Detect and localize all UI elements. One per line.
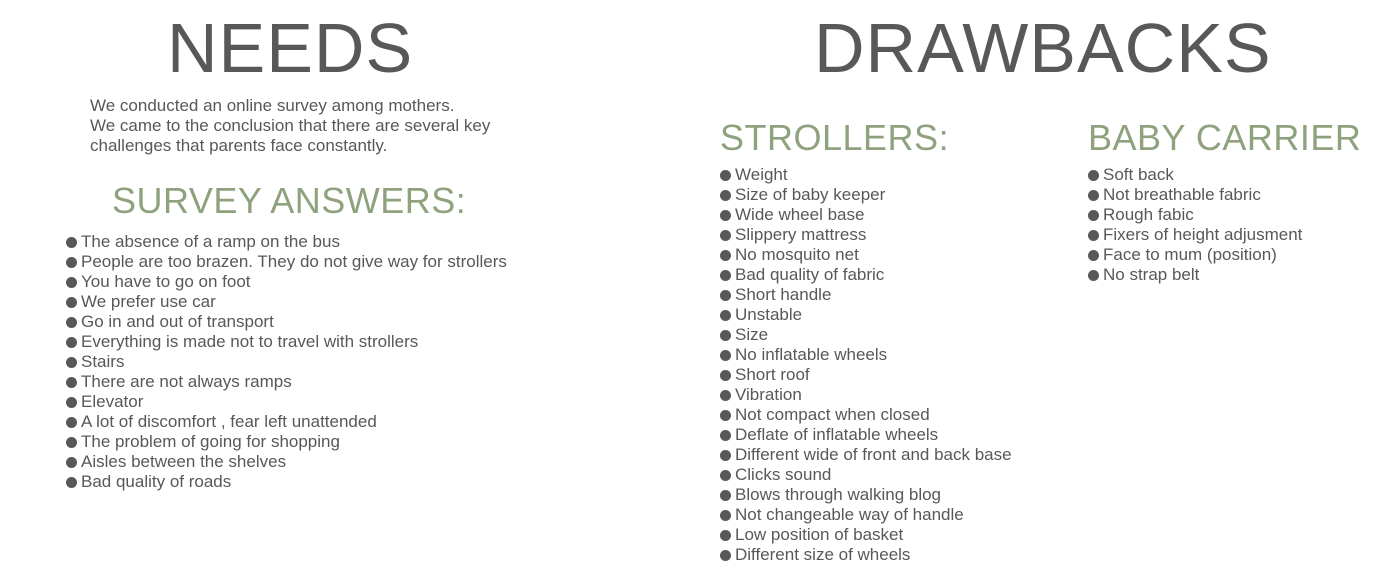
bullet-dot-icon bbox=[66, 297, 77, 308]
stroller-drawback-item bbox=[720, 225, 1012, 245]
bullet-dot-icon bbox=[1088, 270, 1099, 281]
survey-answer-item bbox=[66, 372, 507, 392]
stroller-drawback-item bbox=[720, 465, 1012, 485]
stroller-drawback-item bbox=[720, 205, 1012, 225]
baby-carrier-drawback-item bbox=[1088, 185, 1302, 205]
list-item-text: A lot of discomfort , fear left unattended bbox=[81, 412, 377, 431]
strollers-drawbacks-list bbox=[720, 165, 1012, 565]
list-item-text: Soft back bbox=[1103, 165, 1174, 184]
bullet-dot-icon bbox=[720, 510, 731, 521]
bullet-dot-icon bbox=[720, 350, 731, 361]
stroller-drawback-item bbox=[720, 165, 1012, 185]
bullet-dot-icon bbox=[720, 490, 731, 501]
list-item-text: Everything is made not to travel with strollers bbox=[81, 332, 419, 351]
list-item-text: Not breathable fabric bbox=[1103, 185, 1261, 204]
needs-title: NEEDS bbox=[167, 9, 414, 87]
survey-answer-item bbox=[66, 452, 507, 472]
bullet-dot-icon bbox=[1088, 250, 1099, 261]
list-item-text: Size of baby keeper bbox=[735, 185, 886, 204]
list-item-text: Elevator bbox=[81, 392, 144, 411]
bullet-dot-icon bbox=[720, 550, 731, 561]
list-item-text: Go in and out of transport bbox=[81, 312, 274, 331]
bullet-dot-icon bbox=[720, 290, 731, 301]
survey-answer-item bbox=[66, 252, 507, 272]
bullet-dot-icon bbox=[1088, 170, 1099, 181]
list-item-text: Bad quality of fabric bbox=[735, 265, 885, 284]
intro-line: We came to the conclusion that there are several key bbox=[90, 116, 491, 135]
survey-answers-title: SURVEY ANSWERS: bbox=[112, 180, 467, 221]
bullet-dot-icon bbox=[66, 377, 77, 388]
bullet-dot-icon bbox=[66, 317, 77, 328]
bullet-dot-icon bbox=[1088, 230, 1099, 241]
bullet-dot-icon bbox=[720, 430, 731, 441]
baby-carrier-drawback-item bbox=[1088, 205, 1302, 225]
stroller-drawback-item bbox=[720, 365, 1012, 385]
bullet-dot-icon bbox=[720, 250, 731, 261]
list-item-text: Aisles between the shelves bbox=[81, 452, 287, 471]
list-item-text: Bad quality of roads bbox=[81, 472, 232, 491]
bullet-dot-icon bbox=[66, 477, 77, 488]
list-item-text: People are too brazen. They do not give way for strollers bbox=[81, 252, 507, 271]
bullet-dot-icon bbox=[66, 237, 77, 248]
bullet-dot-icon bbox=[66, 357, 77, 368]
list-item-text: Vibration bbox=[735, 385, 802, 404]
stroller-drawback-item bbox=[720, 285, 1012, 305]
survey-answers-list bbox=[66, 232, 507, 492]
list-item-text: We prefer use car bbox=[81, 292, 216, 311]
survey-answer-item bbox=[66, 472, 507, 492]
list-item-text: The absence of a ramp on the bus bbox=[81, 232, 340, 251]
bullet-dot-icon bbox=[66, 257, 77, 268]
list-item-text: Size bbox=[735, 325, 769, 344]
bullet-dot-icon bbox=[66, 417, 77, 428]
bullet-dot-icon bbox=[720, 190, 731, 201]
list-item-text: Blows through walking blog bbox=[735, 485, 942, 504]
survey-answer-item bbox=[66, 312, 507, 332]
list-item-text: There are not always ramps bbox=[81, 372, 292, 391]
stroller-drawback-item bbox=[720, 245, 1012, 265]
stroller-drawback-item bbox=[720, 545, 1012, 565]
survey-intro bbox=[90, 96, 490, 156]
list-item-text: Not compact when closed bbox=[735, 405, 930, 424]
list-item-text: Different wide of front and back base bbox=[735, 445, 1012, 464]
bullet-dot-icon bbox=[720, 210, 731, 221]
list-item-text: Wide wheel base bbox=[735, 205, 865, 224]
bullet-dot-icon bbox=[720, 170, 731, 181]
bullet-dot-icon bbox=[66, 437, 77, 448]
stroller-drawback-item bbox=[720, 265, 1012, 285]
bullet-dot-icon bbox=[720, 450, 731, 461]
bullet-dot-icon bbox=[720, 470, 731, 481]
survey-answer-item bbox=[66, 272, 507, 292]
bullet-dot-icon bbox=[720, 370, 731, 381]
list-item-text: Clicks sound bbox=[735, 465, 832, 484]
stroller-drawback-item bbox=[720, 305, 1012, 325]
list-item-text: Fixers of height adjusment bbox=[1103, 225, 1303, 244]
list-item-text: No inflatable wheels bbox=[735, 345, 888, 364]
list-item-text: Different size of wheels bbox=[735, 545, 911, 564]
drawbacks-title: DRAWBACKS bbox=[814, 9, 1272, 87]
stroller-drawback-item bbox=[720, 485, 1012, 505]
bullet-dot-icon bbox=[720, 270, 731, 281]
bullet-dot-icon bbox=[1088, 190, 1099, 201]
bullet-dot-icon bbox=[720, 390, 731, 401]
baby-carrier-drawback-item bbox=[1088, 165, 1302, 185]
bullet-dot-icon bbox=[720, 330, 731, 341]
survey-answer-item bbox=[66, 432, 507, 452]
list-item-text: Not changeable way of handle bbox=[735, 505, 964, 524]
survey-answer-item bbox=[66, 292, 507, 312]
bullet-dot-icon bbox=[66, 397, 77, 408]
bullet-dot-icon bbox=[1088, 210, 1099, 221]
bullet-dot-icon bbox=[720, 230, 731, 241]
bullet-dot-icon bbox=[66, 277, 77, 288]
baby-carrier-drawbacks-list bbox=[1088, 165, 1302, 285]
baby-carrier-title: BABY CARRIER bbox=[1088, 117, 1362, 158]
baby-carrier-drawback-item bbox=[1088, 265, 1302, 285]
list-item-text: You have to go on foot bbox=[81, 272, 251, 291]
intro-line: We conducted an online survey among mothers. bbox=[90, 96, 455, 115]
list-item-text: Rough fabic bbox=[1103, 205, 1194, 224]
stroller-drawback-item bbox=[720, 405, 1012, 425]
bullet-dot-icon bbox=[66, 457, 77, 468]
stroller-drawback-item bbox=[720, 325, 1012, 345]
survey-answer-item bbox=[66, 232, 507, 252]
list-item-text: Face to mum (position) bbox=[1103, 245, 1277, 264]
baby-carrier-drawback-item bbox=[1088, 245, 1302, 265]
list-item-text: The problem of going for shopping bbox=[81, 432, 340, 451]
list-item-text: Low position of basket bbox=[735, 525, 904, 544]
stroller-drawback-item bbox=[720, 505, 1012, 525]
list-item-text: Stairs bbox=[81, 352, 125, 371]
survey-answer-item bbox=[66, 412, 507, 432]
bullet-dot-icon bbox=[720, 530, 731, 541]
stroller-drawback-item bbox=[720, 445, 1012, 465]
bullet-dot-icon bbox=[720, 410, 731, 421]
list-item-text: Unstable bbox=[735, 305, 803, 324]
list-item-text: Slippery mattress bbox=[735, 225, 867, 244]
stroller-drawback-item bbox=[720, 525, 1012, 545]
stroller-drawback-item bbox=[720, 345, 1012, 365]
survey-answer-item bbox=[66, 392, 507, 412]
stroller-drawback-item bbox=[720, 425, 1012, 445]
list-item-text: Short handle bbox=[735, 285, 832, 304]
bullet-dot-icon bbox=[66, 337, 77, 348]
list-item-text: No strap belt bbox=[1103, 265, 1200, 284]
list-item-text: Short roof bbox=[735, 365, 810, 384]
stroller-drawback-item bbox=[720, 185, 1012, 205]
survey-answer-item bbox=[66, 352, 507, 372]
stroller-drawback-item bbox=[720, 385, 1012, 405]
intro-line: challenges that parents face constantly. bbox=[90, 136, 388, 155]
survey-answer-item bbox=[66, 332, 507, 352]
list-item-text: Weight bbox=[735, 165, 788, 184]
strollers-title: STROLLERS: bbox=[720, 117, 950, 158]
bullet-dot-icon bbox=[720, 310, 731, 321]
list-item-text: Deflate of inflatable wheels bbox=[735, 425, 939, 444]
list-item-text: No mosquito net bbox=[735, 245, 859, 264]
baby-carrier-drawback-item bbox=[1088, 225, 1302, 245]
